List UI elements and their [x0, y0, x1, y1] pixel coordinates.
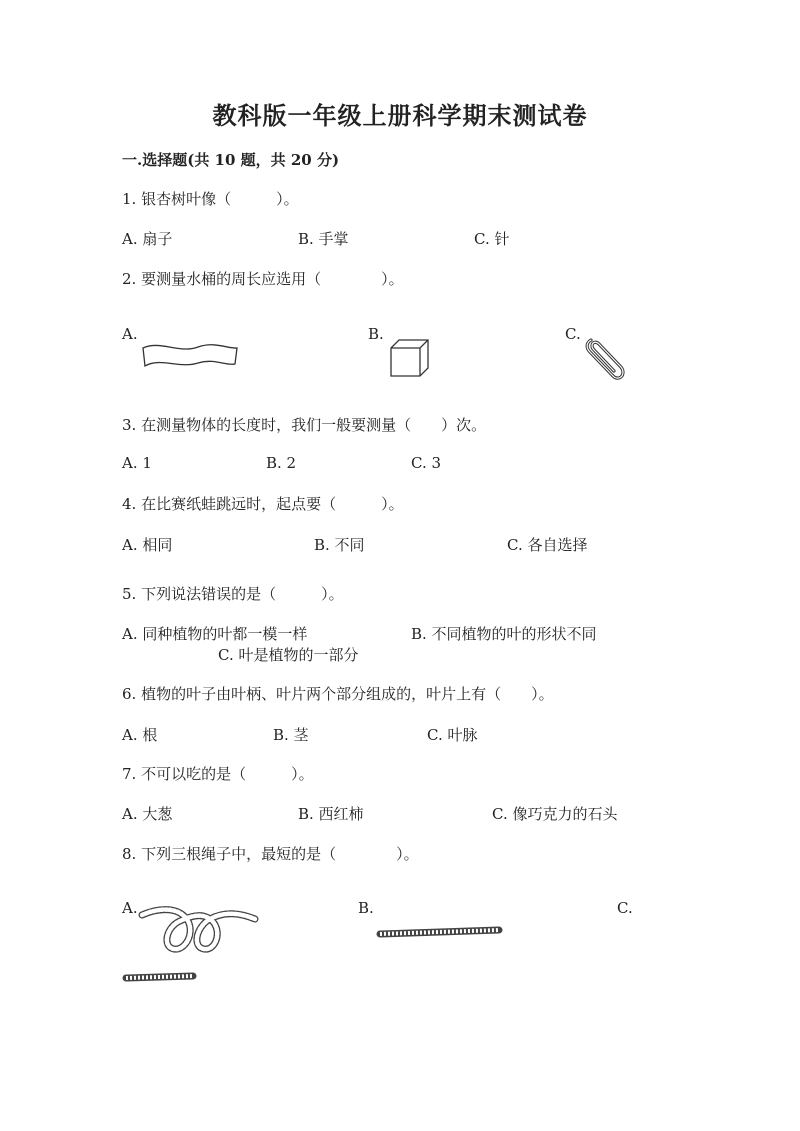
question-3-stem: 3. 在测量物体的长度时，我们一般要测量（ ）次。 — [122, 416, 487, 434]
question-8-option-c[interactable]: C. — [617, 899, 633, 917]
question-8-option-a[interactable]: A. — [122, 899, 138, 917]
question-8-option-b[interactable]: B. — [358, 899, 374, 917]
question-7-stem: 7. 不可以吃的是（ ）。 — [122, 765, 314, 783]
looped-rope-icon — [140, 905, 258, 955]
section-heading: 一.选择题(共 10 题，共 20 分) — [122, 151, 340, 169]
question-5-stem: 5. 下列说法错误的是（ ）。 — [122, 585, 344, 603]
question-4-option-a[interactable]: A. 相同 — [122, 536, 173, 554]
question-4-option-b[interactable]: B. 不同 — [314, 536, 365, 554]
question-5-option-c[interactable]: C. 叶是植物的一部分 — [218, 646, 359, 664]
ribbon-strip-icon — [140, 340, 240, 374]
question-2-stem: 2. 要测量水桶的周长应选用（ ）。 — [122, 270, 404, 288]
question-6-stem: 6. 植物的叶子由叶柄、叶片两个部分组成的，叶片上有（ ）。 — [122, 685, 554, 703]
question-8-stem: 8. 下列三根绳子中，最短的是（ ）。 — [122, 845, 419, 863]
question-6-option-a[interactable]: A. 根 — [122, 726, 158, 744]
short-rope-icon — [123, 970, 197, 984]
question-3-option-b[interactable]: B. 2 — [266, 454, 297, 472]
question-6-option-c[interactable]: C. 叶脉 — [427, 726, 478, 744]
question-2-option-a[interactable]: A. — [122, 325, 138, 343]
long-rope-icon — [378, 925, 502, 939]
question-1-option-b[interactable]: B. 手掌 — [298, 230, 349, 248]
question-1-option-a[interactable]: A. 扇子 — [122, 230, 173, 248]
page-title: 教科版一年级上册科学期末测试卷 — [212, 101, 588, 130]
paper-clip-icon — [583, 336, 627, 382]
question-3-option-a[interactable]: A. 1 — [122, 454, 152, 472]
question-1-option-c[interactable]: C. 针 — [474, 230, 510, 248]
question-2-option-b[interactable]: B. — [368, 325, 384, 343]
question-5-option-a[interactable]: A. 同种植物的叶都一模一样 — [122, 625, 308, 643]
question-6-option-b[interactable]: B. 茎 — [273, 726, 309, 744]
cube-icon — [388, 338, 432, 378]
question-2-option-c[interactable]: C. — [565, 325, 581, 343]
question-4-option-c[interactable]: C. 各自选择 — [507, 536, 588, 554]
question-1-stem: 1. 银杏树叶像（ ）。 — [122, 190, 299, 208]
question-5-option-b[interactable]: B. 不同植物的叶的形状不同 — [411, 625, 597, 643]
question-7-option-a[interactable]: A. 大葱 — [122, 805, 173, 823]
question-7-option-c[interactable]: C. 像巧克力的石头 — [492, 805, 618, 823]
question-4-stem: 4. 在比赛纸蛙跳远时，起点要（ ）。 — [122, 495, 404, 513]
question-3-option-c[interactable]: C. 3 — [411, 454, 442, 472]
question-7-option-b[interactable]: B. 西红柿 — [298, 805, 364, 823]
